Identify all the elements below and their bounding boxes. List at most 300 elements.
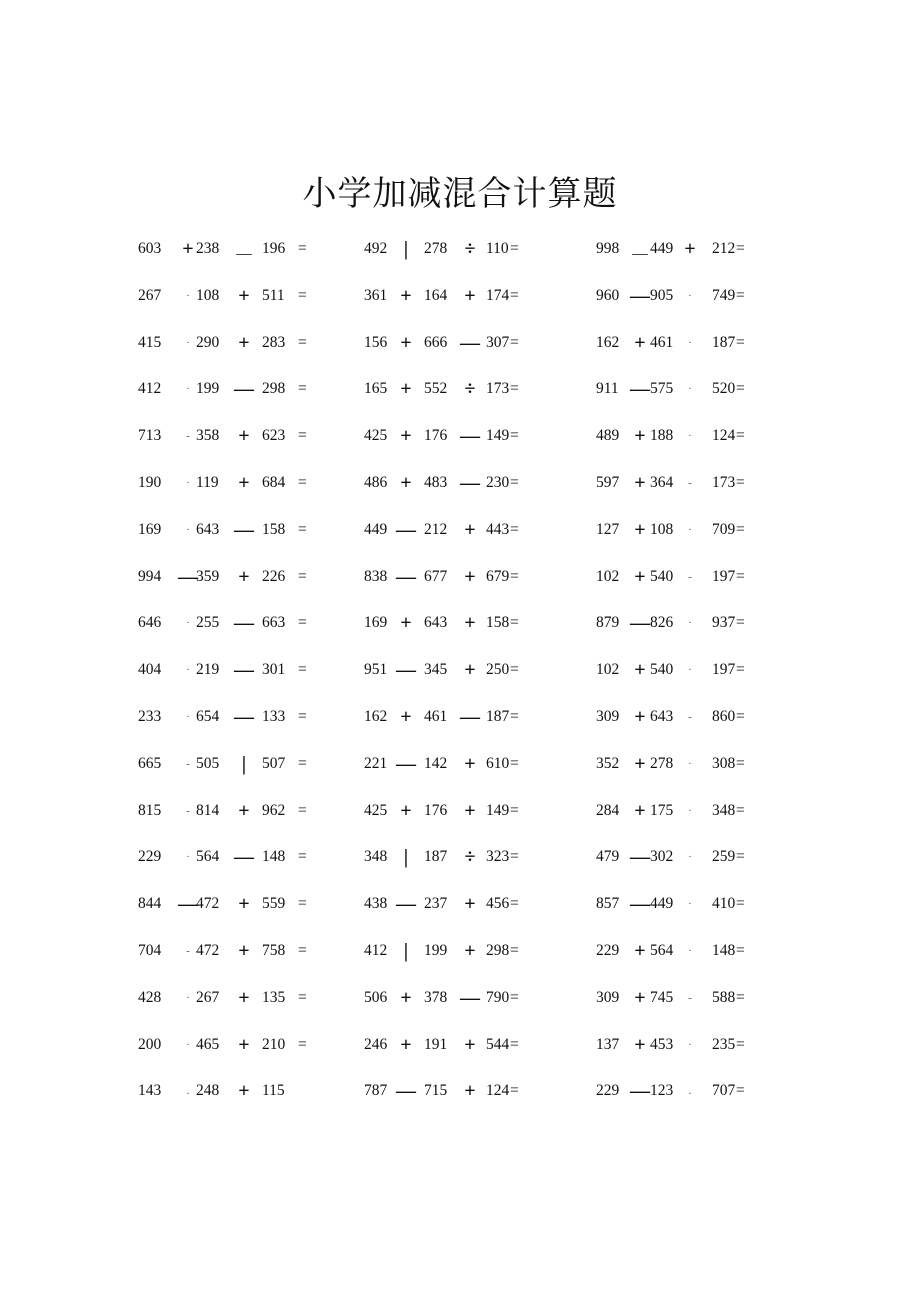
operand-number: 173 <box>712 473 736 491</box>
operand-number: 115 <box>262 1082 285 1100</box>
operand-number: 364 <box>650 473 674 491</box>
operator-symbol: __ <box>236 240 252 257</box>
equals-sign: = <box>298 848 307 866</box>
operator-symbol: + <box>400 705 412 728</box>
operand-number: 174 <box>486 286 510 304</box>
operator-symbol: __ <box>632 240 648 257</box>
equals-sign: = <box>510 1035 519 1053</box>
operand-number: 173 <box>486 380 510 398</box>
operand-number: 127 <box>596 520 620 538</box>
operand-number: 713 <box>138 427 162 445</box>
problem-column-2 <box>364 232 604 1121</box>
problem-row <box>596 887 836 934</box>
operand-number: 410 <box>712 895 736 913</box>
operator-symbol: + <box>238 331 250 354</box>
problem-row <box>364 700 604 747</box>
equals-sign: = <box>510 707 519 725</box>
equals-sign: = <box>298 895 307 913</box>
operand-number: 790 <box>486 988 510 1006</box>
operator-symbol: + <box>634 752 646 775</box>
operand-number: 210 <box>262 1035 286 1053</box>
equals-sign: = <box>510 941 519 959</box>
operand-number: 456 <box>486 895 510 913</box>
operand-number: 597 <box>596 473 620 491</box>
operator-symbol: - <box>688 991 692 1004</box>
operator-symbol: · <box>186 851 190 864</box>
operator-symbol: + <box>400 799 412 822</box>
operator-symbol: — <box>460 331 480 354</box>
operand-number: 259 <box>712 848 736 866</box>
operator-symbol: · <box>688 757 692 770</box>
equals-sign: = <box>298 801 307 819</box>
equals-sign: = <box>298 614 307 632</box>
problem-row <box>364 794 604 841</box>
operator-symbol: + <box>238 986 250 1009</box>
operand-number: 449 <box>364 520 388 538</box>
operand-number: 110 <box>486 240 509 257</box>
operator-symbol: + <box>238 1033 250 1056</box>
equals-sign: = <box>736 520 745 538</box>
operator-symbol: · <box>688 430 692 443</box>
operand-number: 603 <box>138 240 162 257</box>
operand-number: 102 <box>596 661 620 679</box>
operator-symbol: + <box>464 799 476 822</box>
operator-symbol: ÷ <box>464 378 476 401</box>
operator-symbol: . <box>688 1085 692 1098</box>
operand-number: 378 <box>424 988 448 1006</box>
operand-number: 559 <box>262 895 286 913</box>
equals-sign: = <box>736 240 745 257</box>
operator-symbol: ÷ <box>464 238 476 260</box>
equals-sign: = <box>736 895 745 913</box>
operand-number: 483 <box>424 473 448 491</box>
equals-sign: = <box>298 661 307 679</box>
operator-symbol: · <box>688 336 692 349</box>
operand-number: 911 <box>596 380 619 398</box>
operand-number: 453 <box>650 1035 674 1053</box>
problem-row <box>364 1028 604 1075</box>
operator-symbol: — <box>234 518 254 541</box>
operand-number: 352 <box>596 754 620 772</box>
problem-row <box>138 513 378 560</box>
operand-number: 998 <box>596 240 620 257</box>
operand-number: 143 <box>138 1082 162 1100</box>
operand-number: 540 <box>650 661 674 679</box>
equals-sign: = <box>510 333 519 351</box>
equals-sign: = <box>736 473 745 491</box>
operator-symbol: . <box>186 1085 190 1098</box>
problem-row <box>364 560 604 607</box>
operator-symbol: + <box>634 986 646 1009</box>
problem-row <box>138 560 378 607</box>
problem-row <box>596 419 836 466</box>
operand-number: 197 <box>712 567 736 585</box>
operand-number: 479 <box>596 848 620 866</box>
operand-number: 962 <box>262 801 286 819</box>
operand-number: 298 <box>262 380 286 398</box>
operator-symbol: · <box>186 1038 190 1051</box>
operator-symbol: — <box>460 986 480 1009</box>
operator-symbol: — <box>460 425 480 448</box>
problem-row <box>364 747 604 794</box>
operand-number: 108 <box>196 286 220 304</box>
operand-number: 142 <box>424 754 448 772</box>
problem-row <box>596 1028 836 1075</box>
operand-number: 124 <box>712 427 736 445</box>
operator-symbol: · <box>186 617 190 630</box>
operator-symbol: - <box>186 944 190 957</box>
equals-sign: = <box>298 240 307 257</box>
equals-sign: = <box>298 380 307 398</box>
problem-row <box>364 981 604 1028</box>
operator-symbol: + <box>400 378 412 401</box>
problem-row <box>364 606 604 653</box>
operator-symbol: + <box>464 939 476 962</box>
equals-sign: = <box>510 473 519 491</box>
operand-number: 666 <box>424 333 448 351</box>
problem-row <box>138 1028 378 1075</box>
operand-number: 148 <box>262 848 286 866</box>
problem-row <box>364 326 604 373</box>
operator-symbol: + <box>400 1033 412 1056</box>
operator-symbol: + <box>634 939 646 962</box>
equals-sign: = <box>736 1082 745 1100</box>
operand-number: 758 <box>262 941 286 959</box>
equals-sign: = <box>736 1035 745 1053</box>
operand-number: 443 <box>486 520 510 538</box>
operand-number: 169 <box>364 614 388 632</box>
operator-symbol: + <box>238 939 250 962</box>
operand-number: 677 <box>424 567 448 585</box>
operator-symbol: — <box>178 893 198 916</box>
operator-symbol: · <box>186 383 190 396</box>
equals-sign: = <box>736 988 745 1006</box>
operand-number: 233 <box>138 707 162 725</box>
operand-number: 323 <box>486 848 510 866</box>
problem-row <box>138 840 378 887</box>
operand-number: 646 <box>138 614 162 632</box>
problem-row <box>364 232 604 279</box>
problem-row <box>138 981 378 1028</box>
operand-number: 212 <box>712 240 736 257</box>
operand-number: 412 <box>138 380 162 398</box>
operand-number: 246 <box>364 1035 388 1053</box>
operand-number: 826 <box>650 614 674 632</box>
operator-symbol: — <box>396 893 416 916</box>
problem-row <box>596 981 836 1028</box>
operand-number: 149 <box>486 801 510 819</box>
operand-number: 169 <box>138 520 162 538</box>
operator-symbol: · <box>186 289 190 302</box>
operand-number: 745 <box>650 988 674 1006</box>
equals-sign: = <box>736 707 745 725</box>
operand-number: 665 <box>138 754 162 772</box>
operand-number: 540 <box>650 567 674 585</box>
operator-symbol: · <box>186 523 190 536</box>
problem-column-3 <box>596 232 836 1121</box>
equals-sign: = <box>736 661 745 679</box>
problem-row <box>138 466 378 513</box>
equals-sign: = <box>736 848 745 866</box>
operator-symbol: + <box>464 612 476 635</box>
problem-row <box>596 513 836 560</box>
operand-number: 358 <box>196 427 220 445</box>
equals-sign: = <box>298 427 307 445</box>
problem-row <box>364 887 604 934</box>
operator-symbol: · <box>186 336 190 349</box>
operand-number: 176 <box>424 427 448 445</box>
operand-number: 937 <box>712 614 736 632</box>
operator-symbol: + <box>400 471 412 494</box>
problem-row <box>138 279 378 326</box>
operand-number: 715 <box>424 1082 448 1100</box>
operand-number: 472 <box>196 941 220 959</box>
operand-number: 814 <box>196 801 220 819</box>
operator-symbol: — <box>234 846 254 869</box>
equals-sign: = <box>510 1082 519 1100</box>
operand-number: 158 <box>262 520 286 538</box>
equals-sign: = <box>298 333 307 351</box>
problem-row <box>138 653 378 700</box>
problem-row <box>596 794 836 841</box>
operator-symbol: + <box>238 565 250 588</box>
operator-symbol: + <box>464 659 476 682</box>
operand-number: 149 <box>486 427 510 445</box>
operand-number: 787 <box>364 1082 388 1100</box>
equals-sign: = <box>298 754 307 772</box>
operand-number: 156 <box>364 333 388 351</box>
equals-sign: = <box>298 1035 307 1053</box>
operand-number: 187 <box>424 848 448 866</box>
operator-symbol: — <box>234 612 254 635</box>
problem-row <box>364 419 604 466</box>
operator-symbol: + <box>464 284 476 307</box>
equals-sign: = <box>736 801 745 819</box>
operand-number: 308 <box>712 754 736 772</box>
operand-number: 255 <box>196 614 220 632</box>
operand-number: 199 <box>196 380 220 398</box>
operand-number: 102 <box>596 567 620 585</box>
problem-row <box>138 887 378 934</box>
operand-number: 844 <box>138 895 162 913</box>
operator-symbol: + <box>634 659 646 682</box>
operator-symbol: + <box>464 1080 476 1103</box>
operand-number: 229 <box>138 848 162 866</box>
problem-row <box>596 466 836 513</box>
operator-symbol: — <box>630 378 650 401</box>
operator-symbol: · <box>186 991 190 1004</box>
equals-sign: = <box>298 941 307 959</box>
operator-symbol: — <box>460 705 480 728</box>
operand-number: 361 <box>364 286 388 304</box>
equals-sign: = <box>510 988 519 1006</box>
operand-number: 415 <box>138 333 162 351</box>
operand-number: 229 <box>596 1082 620 1100</box>
operand-number: 425 <box>364 801 388 819</box>
problem-row <box>138 934 378 981</box>
operand-number: 237 <box>424 895 448 913</box>
operand-number: 135 <box>262 988 286 1006</box>
operator-symbol: - <box>186 430 190 443</box>
operand-number: 588 <box>712 988 736 1006</box>
problem-row <box>138 372 378 419</box>
problem-row <box>138 232 378 279</box>
operator-symbol: · <box>186 710 190 723</box>
operator-symbol: - <box>688 710 692 723</box>
operand-number: 302 <box>650 848 674 866</box>
problem-row <box>364 513 604 560</box>
operand-number: 307 <box>486 333 510 351</box>
operand-number: 879 <box>596 614 620 632</box>
operator-symbol: — <box>396 659 416 682</box>
operand-number: 707 <box>712 1082 736 1100</box>
operator-symbol: + <box>634 331 646 354</box>
equals-sign: = <box>510 380 519 398</box>
equals-sign: = <box>510 614 519 632</box>
equals-sign: = <box>298 286 307 304</box>
operand-number: 643 <box>650 707 674 725</box>
operand-number: 290 <box>196 333 220 351</box>
operator-symbol: + <box>634 471 646 494</box>
operator-symbol: · <box>688 898 692 911</box>
operand-number: 199 <box>424 941 448 959</box>
equals-sign: = <box>510 567 519 585</box>
operand-number: 148 <box>712 941 736 959</box>
operator-symbol: + <box>238 471 250 494</box>
operator-symbol: — <box>396 1080 416 1103</box>
equals-sign: = <box>736 941 745 959</box>
operand-number: 309 <box>596 707 620 725</box>
operator-symbol: — <box>630 612 650 635</box>
operand-number: 200 <box>138 1035 162 1053</box>
operator-symbol: + <box>238 425 250 448</box>
operator-symbol: + <box>238 799 250 822</box>
operand-number: 250 <box>486 661 510 679</box>
operand-number: 165 <box>364 380 388 398</box>
operand-number: 175 <box>650 801 674 819</box>
operator-symbol: — <box>630 893 650 916</box>
operator-symbol: + <box>464 752 476 775</box>
equals-sign: = <box>510 427 519 445</box>
operand-number: 623 <box>262 427 286 445</box>
operand-number: 221 <box>364 754 388 772</box>
operator-symbol: + <box>464 565 476 588</box>
operand-number: 238 <box>196 240 220 257</box>
operand-number: 267 <box>138 286 162 304</box>
equals-sign: = <box>736 333 745 351</box>
operator-symbol: · <box>688 1038 692 1051</box>
operand-number: 472 <box>196 895 220 913</box>
operator-symbol: | <box>403 238 409 260</box>
operator-symbol: · <box>688 804 692 817</box>
operand-number: 838 <box>364 567 388 585</box>
problem-column-1 <box>138 232 378 1121</box>
problem-row <box>596 372 836 419</box>
operator-symbol: · <box>688 523 692 536</box>
operand-number: 709 <box>712 520 736 538</box>
operator-symbol: - <box>688 570 692 583</box>
equals-sign: = <box>510 754 519 772</box>
operator-symbol: · <box>688 664 692 677</box>
equals-sign: = <box>510 520 519 538</box>
operand-number: 348 <box>712 801 736 819</box>
operand-number: 124 <box>486 1082 510 1100</box>
operator-symbol: · <box>688 617 692 630</box>
equals-sign: = <box>510 286 519 304</box>
operator-symbol: — <box>234 659 254 682</box>
operator-symbol: + <box>400 331 412 354</box>
operand-number: 197 <box>712 661 736 679</box>
problem-row <box>596 747 836 794</box>
operand-number: 489 <box>596 427 620 445</box>
problem-row <box>596 934 836 981</box>
problem-row <box>364 653 604 700</box>
operand-number: 552 <box>424 380 448 398</box>
operand-number: 461 <box>424 707 448 725</box>
operand-number: 544 <box>486 1035 510 1053</box>
operand-number: 684 <box>262 473 286 491</box>
operator-symbol: + <box>400 612 412 635</box>
operator-symbol: · <box>688 383 692 396</box>
equals-sign: = <box>736 754 745 772</box>
operator-symbol: | <box>241 752 247 775</box>
problem-row <box>596 840 836 887</box>
operand-number: 309 <box>596 988 620 1006</box>
operand-number: 564 <box>650 941 674 959</box>
operand-number: 108 <box>650 520 674 538</box>
problem-row <box>364 372 604 419</box>
operand-number: 187 <box>712 333 736 351</box>
operand-number: 162 <box>596 333 620 351</box>
operand-number: 663 <box>262 614 286 632</box>
operator-symbol: + <box>464 518 476 541</box>
operand-number: 191 <box>424 1035 448 1053</box>
operand-number: 449 <box>650 240 674 257</box>
operator-symbol: — <box>630 846 650 869</box>
problem-row <box>596 606 836 653</box>
operand-number: 176 <box>424 801 448 819</box>
operand-number: 164 <box>424 286 448 304</box>
operand-number: 486 <box>364 473 388 491</box>
operator-symbol: · <box>186 664 190 677</box>
operand-number: 235 <box>712 1035 736 1053</box>
operator-symbol: + <box>238 893 250 916</box>
operand-number: 226 <box>262 567 286 585</box>
operand-number: 564 <box>196 848 220 866</box>
operator-symbol: + <box>634 565 646 588</box>
operand-number: 404 <box>138 661 162 679</box>
operator-symbol: - <box>186 804 190 817</box>
equals-sign: = <box>736 567 745 585</box>
operator-symbol: · <box>688 289 692 302</box>
problem-row <box>596 560 836 607</box>
operand-number: 704 <box>138 941 162 959</box>
operator-symbol: · <box>688 851 692 864</box>
problem-row <box>596 326 836 373</box>
operand-number: 749 <box>712 286 736 304</box>
operator-symbol: + <box>634 1033 646 1056</box>
operand-number: 196 <box>262 240 286 257</box>
operand-number: 960 <box>596 286 620 304</box>
operator-symbol: - <box>688 476 692 489</box>
operand-number: 994 <box>138 567 162 585</box>
operator-symbol: + <box>634 705 646 728</box>
operator-symbol: — <box>234 378 254 401</box>
operand-number: 679 <box>486 567 510 585</box>
operand-number: 951 <box>364 661 388 679</box>
problem-row <box>138 419 378 466</box>
equals-sign: = <box>510 801 519 819</box>
